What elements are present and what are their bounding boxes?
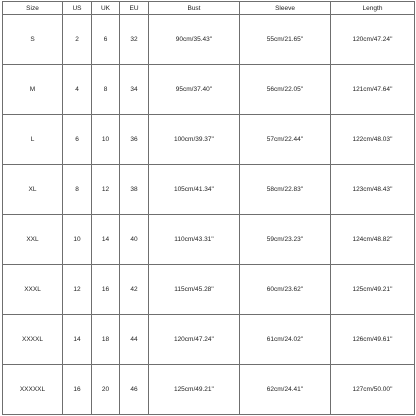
cell-uk: 6 — [92, 15, 120, 65]
header-eu: EU — [120, 2, 149, 15]
cell-sleeve: 59cm/23.23'' — [240, 215, 331, 265]
cell-uk: 12 — [92, 165, 120, 215]
cell-bust: 105cm/41.34'' — [149, 165, 240, 215]
cell-bust: 115cm/45.28'' — [149, 265, 240, 315]
table-row — [3, 215, 415, 265]
cell-sleeve: 57cm/22.44'' — [240, 115, 331, 165]
cell-sleeve: 55cm/21.65'' — [240, 15, 331, 65]
cell-uk: 16 — [92, 265, 120, 315]
header-bust: Bust — [149, 2, 240, 15]
cell-size: XXXL — [3, 265, 63, 315]
cell-eu: 44 — [120, 315, 149, 365]
cell-bust: 120cm/47.24'' — [149, 315, 240, 365]
cell-eu: 46 — [120, 365, 149, 415]
cell-eu: 42 — [120, 265, 149, 315]
cell-us: 10 — [63, 215, 92, 265]
cell-size: XXXXXL — [3, 365, 63, 415]
cell-sleeve: 56cm/22.05'' — [240, 65, 331, 115]
cell-length: 122cm/48.03'' — [331, 115, 415, 165]
cell-size: XXL — [3, 215, 63, 265]
table-row — [3, 65, 415, 115]
table-row — [3, 265, 415, 315]
table-row — [3, 365, 415, 415]
header-length: Length — [331, 2, 415, 15]
cell-uk: 10 — [92, 115, 120, 165]
cell-size: L — [3, 115, 63, 165]
cell-length: 123cm/48.43'' — [331, 165, 415, 215]
size-chart-table — [2, 1, 415, 415]
cell-uk: 14 — [92, 215, 120, 265]
cell-bust: 125cm/49.21'' — [149, 365, 240, 415]
cell-us: 14 — [63, 315, 92, 365]
cell-sleeve: 62cm/24.41'' — [240, 365, 331, 415]
cell-bust: 95cm/37.40'' — [149, 65, 240, 115]
cell-size: S — [3, 15, 63, 65]
cell-us: 2 — [63, 15, 92, 65]
header-sleeve: Sleeve — [240, 2, 331, 15]
header-size: Size — [3, 2, 63, 15]
cell-bust: 100cm/39.37'' — [149, 115, 240, 165]
cell-us: 6 — [63, 115, 92, 165]
cell-sleeve: 61cm/24.02'' — [240, 315, 331, 365]
cell-length: 125cm/49.21'' — [331, 265, 415, 315]
cell-size: M — [3, 65, 63, 115]
cell-length: 126cm/49.61'' — [331, 315, 415, 365]
cell-size: XL — [3, 165, 63, 215]
cell-length: 127cm/50.00'' — [331, 365, 415, 415]
cell-bust: 110cm/43.31'' — [149, 215, 240, 265]
table-row — [3, 165, 415, 215]
table-row — [3, 315, 415, 365]
cell-us: 16 — [63, 365, 92, 415]
cell-eu: 34 — [120, 65, 149, 115]
cell-eu: 40 — [120, 215, 149, 265]
cell-uk: 20 — [92, 365, 120, 415]
cell-eu: 38 — [120, 165, 149, 215]
cell-sleeve: 58cm/22.83'' — [240, 165, 331, 215]
cell-uk: 8 — [92, 65, 120, 115]
header-row — [3, 2, 415, 15]
cell-length: 121cm/47.64'' — [331, 65, 415, 115]
cell-length: 120cm/47.24'' — [331, 15, 415, 65]
header-us: US — [63, 2, 92, 15]
cell-bust: 90cm/35.43'' — [149, 15, 240, 65]
cell-eu: 32 — [120, 15, 149, 65]
cell-us: 4 — [63, 65, 92, 115]
cell-sleeve: 60cm/23.62'' — [240, 265, 331, 315]
table-row — [3, 15, 415, 65]
header-uk: UK — [92, 2, 120, 15]
cell-length: 124cm/48.82'' — [331, 215, 415, 265]
cell-uk: 18 — [92, 315, 120, 365]
cell-eu: 36 — [120, 115, 149, 165]
table-row — [3, 115, 415, 165]
cell-us: 12 — [63, 265, 92, 315]
cell-us: 8 — [63, 165, 92, 215]
cell-size: XXXXL — [3, 315, 63, 365]
